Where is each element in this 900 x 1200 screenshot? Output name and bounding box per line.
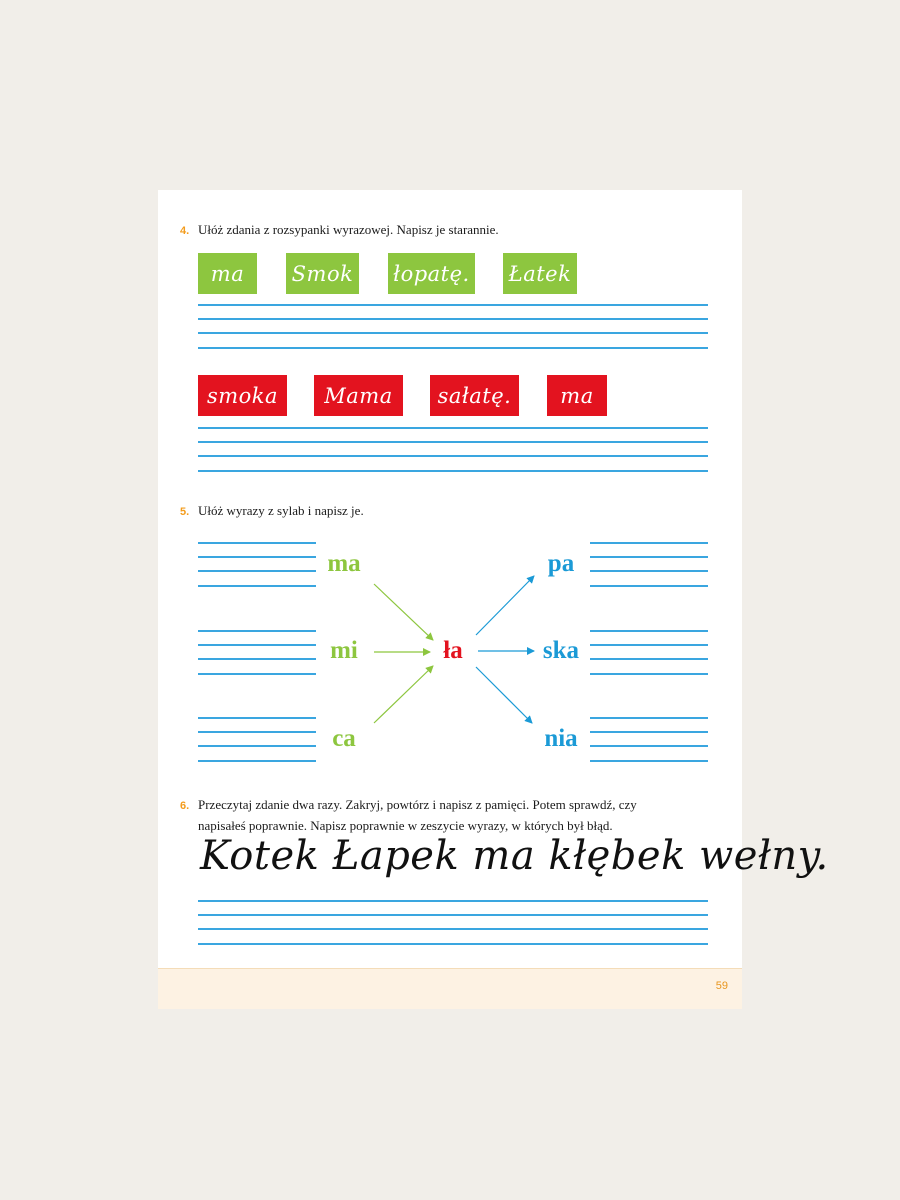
page-footer bbox=[158, 968, 742, 1009]
task-text: Przeczytaj zdanie dwa razy. Zakryj, powtórz i napisz z pamięci. Potem sprawdź, czy bbox=[198, 797, 637, 812]
word-tile[interactable]: Łatek bbox=[503, 253, 577, 294]
arrow-line bbox=[374, 584, 433, 640]
syllable-left: mi bbox=[330, 637, 358, 664]
task-6-instruction bbox=[180, 795, 637, 835]
task-number: 4. bbox=[180, 225, 190, 237]
syllable-left: ma bbox=[327, 550, 361, 577]
task-text: Ułóż zdania z rozsypanki wyrazowej. Napisz je starannie. bbox=[198, 222, 499, 237]
arrow-line bbox=[476, 667, 532, 723]
cursive-sentence: Kotek Łapek ma kłębek wełny. bbox=[200, 833, 829, 879]
word-tile[interactable]: łopatę. bbox=[388, 253, 475, 294]
word-tile[interactable]: Mama bbox=[314, 375, 403, 416]
writing-lines[interactable] bbox=[198, 900, 708, 950]
arrow-line bbox=[374, 666, 433, 723]
task-text: napisałeś poprawnie. Napisz poprawnie w zeszycie wyrazy, w których był błąd. bbox=[198, 818, 613, 833]
page-number: 59 bbox=[715, 980, 728, 992]
word-tile[interactable]: smoka bbox=[198, 375, 287, 416]
word-tile[interactable]: ma bbox=[547, 375, 607, 416]
word-tile[interactable]: Smok bbox=[286, 253, 359, 294]
task-number: 5. bbox=[180, 506, 190, 518]
syllable-left: ca bbox=[332, 725, 356, 752]
syllable-right: ska bbox=[542, 637, 580, 664]
workbook-page bbox=[158, 190, 829, 1008]
syllable-right: nia bbox=[544, 725, 578, 752]
syllable-arrows bbox=[158, 190, 742, 1008]
syllable-right: pa bbox=[547, 550, 575, 577]
task-text: Ułóż wyrazy z sylab i napisz je. bbox=[198, 503, 364, 518]
syllable-center: ła bbox=[443, 637, 463, 664]
task-number: 6. bbox=[180, 800, 190, 812]
arrow-line bbox=[476, 576, 534, 635]
word-tile[interactable]: sałatę. bbox=[430, 375, 519, 416]
word-tile[interactable]: ma bbox=[198, 253, 257, 294]
